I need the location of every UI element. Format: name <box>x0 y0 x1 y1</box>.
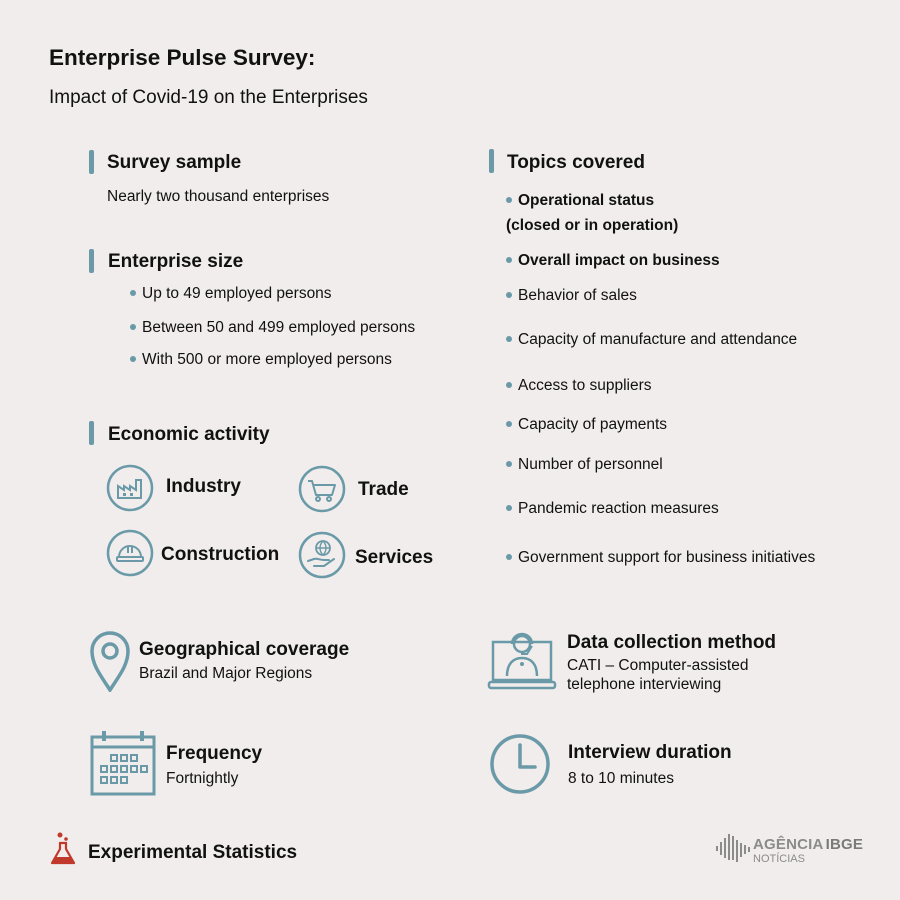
data-collection-line2: telephone interviewing <box>567 676 722 693</box>
topic-item: Capacity of payments <box>506 416 667 434</box>
topic-item-continuation: (closed or in operation) <box>506 217 679 234</box>
activity-services: Services <box>355 547 434 568</box>
activity-construction: Construction <box>161 544 280 565</box>
section-bar <box>489 149 494 173</box>
frequency-text: Fortnightly <box>166 770 239 787</box>
page-title: Enterprise Pulse Survey: <box>49 45 316 70</box>
globe-in-hand-icon <box>298 531 346 579</box>
survey-sample-text: Nearly two thousand enterprises <box>107 188 330 205</box>
data-collection-heading: Data collection method <box>567 632 777 653</box>
topic-item: Government support for business initiatives <box>506 549 815 567</box>
experimental-statistics-label: Experimental Statistics <box>88 842 298 863</box>
geo-text: Brazil and Major Regions <box>139 665 313 682</box>
logo-text <box>753 836 863 853</box>
topic-item: Access to suppliers <box>506 377 652 395</box>
activity-industry: Industry <box>166 476 241 497</box>
topic-item: Behavior of sales <box>506 287 637 305</box>
activity-trade: Trade <box>358 479 409 500</box>
page-subtitle: Impact of Covid-19 on the Enterprises <box>49 87 368 108</box>
section-bar <box>89 150 94 174</box>
hard-hat-icon <box>106 529 154 577</box>
enterprise-size-item: Between 50 and 499 employed persons <box>130 319 415 337</box>
logo-agencia: AGÊNCIA <box>753 836 824 853</box>
logo-noticias: NOTÍCIAS <box>753 853 805 865</box>
section-bar <box>89 249 94 273</box>
topic-item: Operational status <box>506 192 654 210</box>
frequency-heading: Frequency <box>166 743 263 764</box>
clock-icon <box>489 733 551 795</box>
economic-activity-heading: Economic activity <box>108 424 270 445</box>
duration-heading: Interview duration <box>568 742 732 763</box>
survey-sample-heading: Survey sample <box>107 152 242 173</box>
topic-item: Number of personnel <box>506 456 663 474</box>
duration-text: 8 to 10 minutes <box>568 770 674 787</box>
call-center-laptop-icon <box>487 626 557 692</box>
enterprise-size-item: Up to 49 employed persons <box>130 285 332 303</box>
calendar-icon <box>89 729 157 797</box>
topics-heading: Topics covered <box>507 152 645 173</box>
enterprise-size-item: With 500 or more employed persons <box>130 351 392 369</box>
topic-item: Capacity of manufacture and attendance <box>506 331 797 349</box>
location-pin-icon <box>89 630 131 692</box>
topic-item: Pandemic reaction measures <box>506 500 719 518</box>
data-collection-line1: CATI – Computer-assisted <box>567 657 749 674</box>
ibge-logo-icon <box>716 832 750 864</box>
enterprise-size-heading: Enterprise size <box>108 251 244 272</box>
factory-icon <box>106 464 154 512</box>
shopping-cart-icon <box>298 465 346 513</box>
logo-ibge: IBGE <box>825 836 864 853</box>
geo-heading: Geographical coverage <box>139 639 350 660</box>
section-bar <box>89 421 94 445</box>
flask-icon <box>49 831 77 867</box>
topic-item: Overall impact on business <box>506 252 720 270</box>
